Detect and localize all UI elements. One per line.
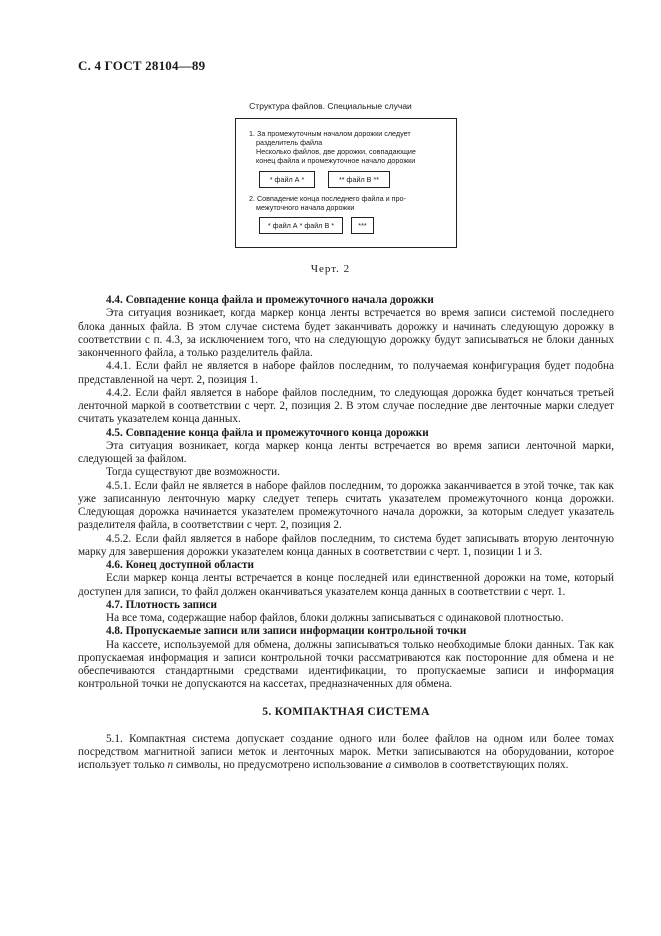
symbol-a: a bbox=[385, 759, 392, 772]
figure-item1-line1: 1. За промежуточным началом дорожки следует bbox=[249, 129, 411, 138]
figure-frame bbox=[235, 118, 457, 248]
section-4-6-title: 4.6. Конец доступной области bbox=[106, 559, 254, 571]
symbol-n: n bbox=[167, 759, 174, 772]
section-4-4-title: 4.4. Совпадение конца файла и промежуточного начала дорожки bbox=[106, 294, 434, 306]
section-4-5-2: 4.5.2. Если файл является в наборе файлов последним, то система будет записывать вторую ленточную марку для завершения дорожки указателем конца данных в соответствии с черт. 1, позиции 1 и 3. bbox=[78, 532, 614, 558]
section-5-1-paragraph bbox=[78, 733, 614, 773]
document-body bbox=[78, 294, 614, 773]
figure-item2-line1: 2. Совпадение конца последнего файла и про- bbox=[249, 194, 406, 203]
section-4-4-paragraph: Эта ситуация возникает, когда маркер конца ленты встречается во время записи системой последнего блока данных файла. В этом случае система будет заканчивать дорожку и начинать следующую дорожку в соответствии с п. 4.3, за исключением того, что на следующую дорожку будут записываться не блоки данных законченного файла, а только разделитель файла. bbox=[78, 307, 614, 359]
section-4-7-title: 4.7. Плотность записи bbox=[106, 598, 217, 611]
section-5-1-text-a: 5.1. Компактная система допускает создание одного или более файлов на одном или более томах посредством магнитной записи меток и ленточных марок. Метки записываются на оборудовании, которое использует только bbox=[78, 732, 614, 772]
section-4-8-paragraph: На кассете, используемой для обмена, должны записываться только необходимые блоки данных. Так как пропускаемая информация и записи контрольной точки рассматриваются как посторонние для обмена и не обеспечиваются стандартными средствами идентификации, то пропускаемые записи и информация контрольной точки не допускаются на кассетах, предназначенных для обмена. bbox=[78, 638, 614, 691]
figure-item1-line4: конец файла и промежуточное начало дорожки bbox=[256, 156, 416, 165]
section-4-5-1: 4.5.1. Если файл не является в наборе файлов последним, то дорожка заканчивается в этой точке, так как уже записанную ленточную марку следует теперь считать указателем промежуточного конца дорожки. Следующая дорожка начинается указателем промежуточного начала дорожки, за которым следует указатель разделителя файла, в соответствии с черт. 2, позиция 2. bbox=[78, 479, 614, 532]
section-4-8-title: 4.8. Пропускаемые записи или записи информации контрольной точки bbox=[106, 625, 467, 638]
section-5-1-text-c: символов в соответствующих полях. bbox=[394, 759, 569, 772]
section-5-title: 5. КОМПАКТНАЯ СИСТЕМА bbox=[262, 705, 430, 718]
section-4-6-paragraph: Если маркер конца ленты встречается в конце последней или единственной дорожки на томе, который доступен для записи, то файл должен оканчиваться указателем конца данных в соответствии с черт. 1. bbox=[78, 572, 614, 598]
figure-box-file-a: * файл А * bbox=[259, 171, 315, 188]
figure-box-file-ab: * файл А * файл В * bbox=[259, 217, 343, 234]
page-header: С. 4 ГОСТ 28104—89 bbox=[78, 58, 206, 73]
section-5-1-text-b: символы, но предусмотрено использование bbox=[175, 759, 383, 772]
figure-box-file-b: ** файл В ** bbox=[328, 171, 390, 188]
figure-title: Структура файлов. Специальные случаи bbox=[249, 101, 412, 111]
figure-box-stars: *** bbox=[351, 217, 374, 234]
figure-item2-line2: межуточного начала дорожки bbox=[256, 203, 355, 212]
section-4-4-1: 4.4.1. Если файл не является в наборе файлов последним, то получаемая конфигурация будет подобна представленной на черт. 2, позиция 1. bbox=[78, 360, 614, 386]
figure-caption: Черт. 2 bbox=[310, 263, 351, 275]
section-4-5-title: 4.5. Совпадение конца файла и промежуточного конца дорожки bbox=[106, 426, 429, 439]
section-4-5-paragraph-2: Тогда существуют две возможности. bbox=[106, 466, 280, 479]
figure-item1-line2: разделитель файла bbox=[256, 138, 323, 147]
section-4-7-paragraph: На все тома, содержащие набор файлов, блоки должны записываться с одинаковой плотностью. bbox=[106, 612, 564, 624]
section-4-4-2: 4.4.2. Если файл является в наборе файлов последним, то следующая дорожка будет кончаться третьей ленточной маркой в соответствии с черт. 2, позиция 2. В этом случае последние две ленточные марки следует считать указателем конца данных. bbox=[78, 386, 614, 426]
section-4-5-paragraph-1: Эта ситуация возникает, когда маркер конца ленты встречается во время записи ленточной марки, следующей за файлом. bbox=[78, 439, 614, 465]
figure-item1-line3: Несколько файлов, две дорожки, совпадающие bbox=[256, 147, 416, 156]
